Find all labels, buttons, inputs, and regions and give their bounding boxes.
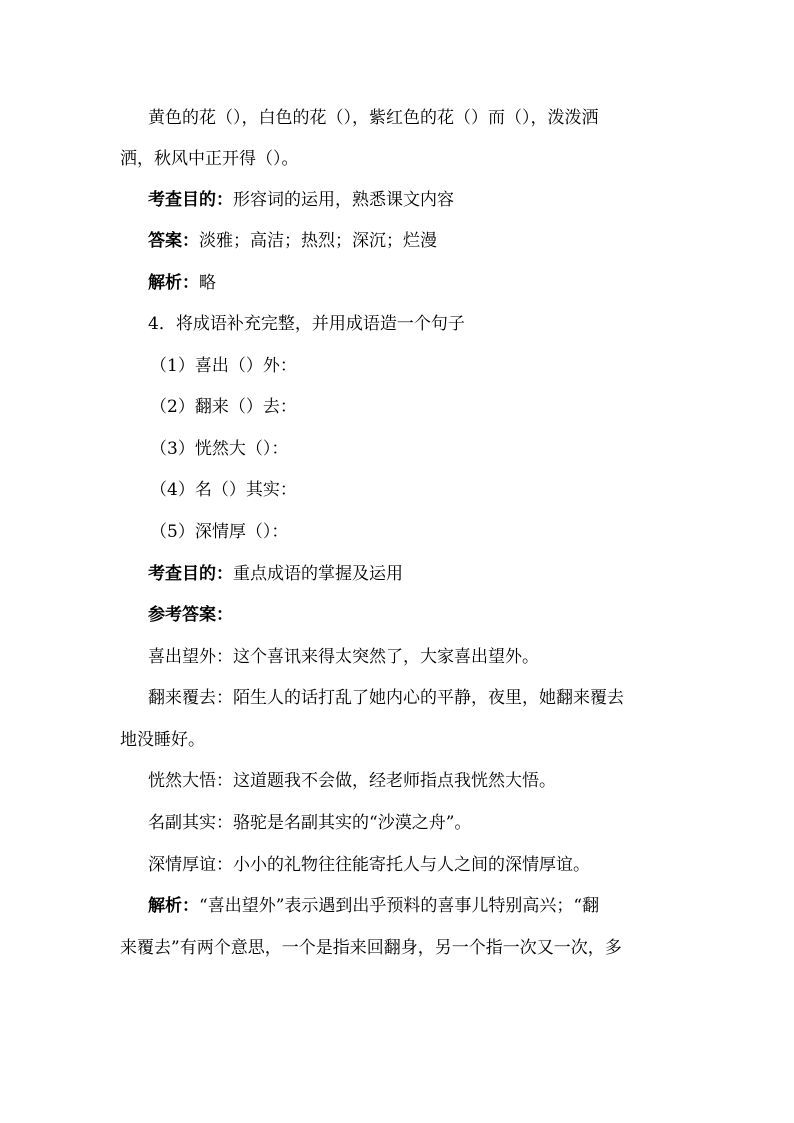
q4-answer-4: 名副其实：骆驼是名副其实的“沙漠之舟”。 (148, 813, 472, 833)
q4-answer-3: 恍然大悟：这道题我不会做，经老师指点我恍然大悟。 (148, 771, 556, 791)
q4-item-2: （2）翻来（）去： (150, 397, 297, 417)
q4-analysis-text-1: “喜出望外”表示遇到出乎预料的喜事儿特别高兴；“翻 (199, 896, 600, 916)
q3-line-2: 洒，秋风中正开得（）。 (120, 149, 299, 169)
q4-item-1: （1）喜出（）外： (150, 356, 297, 376)
q4-answer-1: 喜出望外：这个喜讯来得太突然了，大家喜出望外。 (148, 647, 539, 667)
q4-purpose-text: 重点成语的掌握及运用 (233, 564, 403, 584)
q3-analysis-label: 解析： (148, 273, 199, 293)
q4-analysis-label: 解析： (148, 896, 199, 916)
q4-item-3: （3）恍然大（）： (150, 439, 289, 459)
q4-ref-label: 参考答案： (148, 605, 233, 625)
q4-answer-2-cont: 地没睡好。 (120, 730, 205, 750)
q3-purpose (148, 189, 454, 211)
q4-purpose (148, 563, 403, 585)
q4-analysis (148, 895, 599, 917)
q4-answer-2: 翻来覆去：陌生人的话打乱了她内心的平静，夜里，她翻来覆去 (148, 688, 624, 708)
q3-answer (148, 230, 437, 252)
q3-purpose-text: 形容词的运用，熟悉课文内容 (233, 190, 454, 210)
q4-title: 4．将成语补充完整，并用成语造一个句子 (148, 314, 465, 334)
q4-purpose-label: 考查目的： (148, 564, 233, 584)
q4-analysis-line-2: 来覆去”有两个意思，一个是指来回翻身，另一个指一次又一次，多 (120, 938, 622, 958)
q3-answer-text: 淡雅；高洁；热烈；深沉；烂漫 (199, 231, 437, 251)
q3-line-1: 黄色的花（），白色的花（），紫红色的花（）而（），泼泼洒 (148, 108, 599, 128)
q4-item-5: （5）深情厚（）： (150, 522, 289, 542)
q3-analysis-text: 略 (199, 273, 216, 293)
q3-analysis (148, 272, 216, 294)
q3-purpose-label: 考查目的： (148, 190, 233, 210)
q4-item-4: （4）名（）其实： (150, 480, 297, 500)
q4-answer-5: 深情厚谊：小小的礼物往往能寄托人与人之间的深情厚谊。 (148, 855, 590, 875)
q3-answer-label: 答案： (148, 231, 199, 251)
